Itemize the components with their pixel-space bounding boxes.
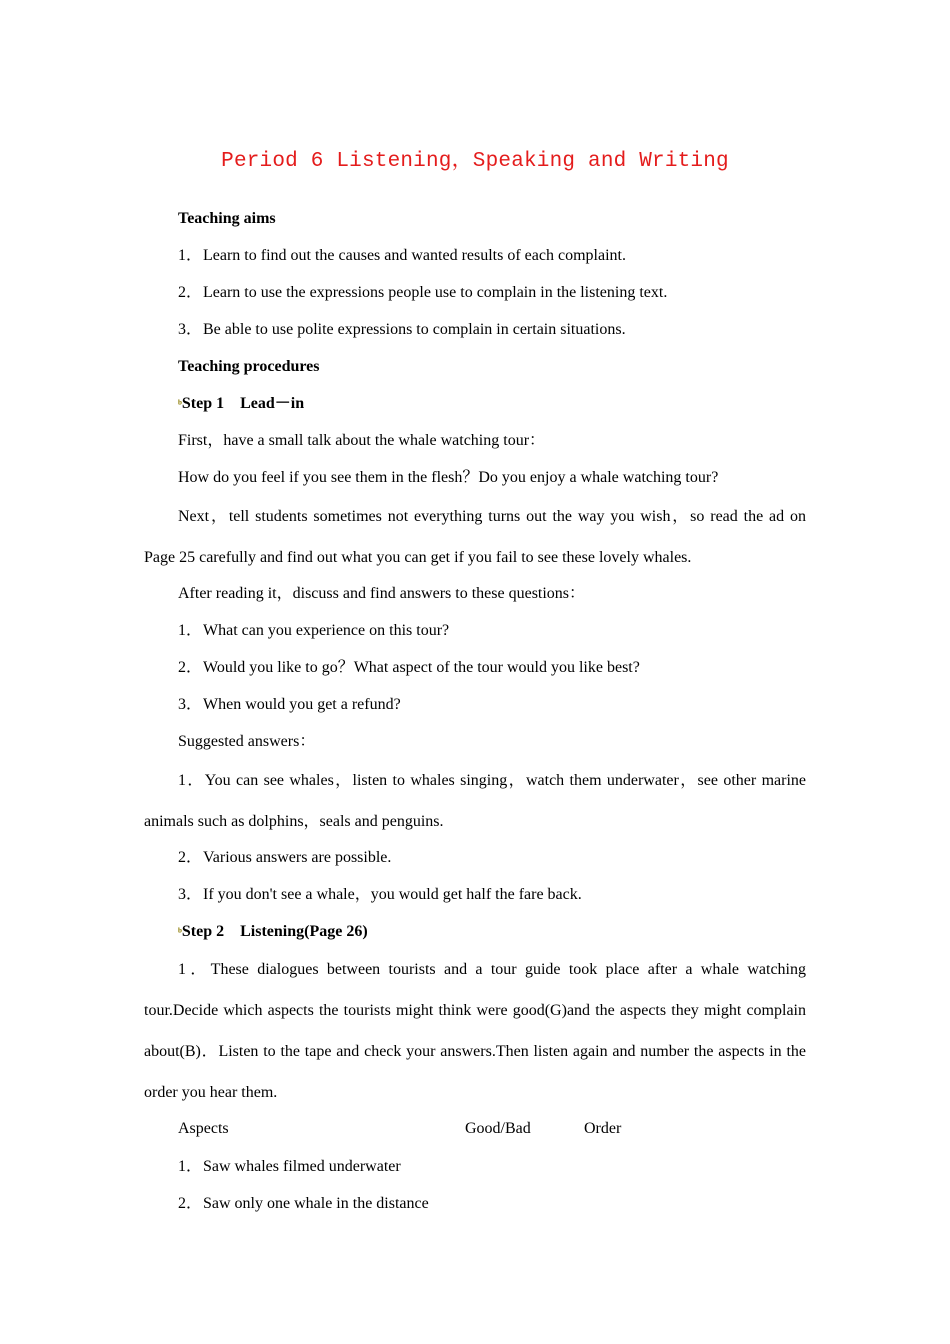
step1-heading: ᵇStep 1 Lead－in: [178, 395, 305, 412]
question-item: 2．Would you like to go？What aspect of the tour would you like best?: [178, 659, 640, 676]
suggested-answers-label: Suggested answers：: [178, 733, 316, 750]
question-item: 3．When would you get a refund?: [178, 696, 401, 713]
step2-heading: ᵇStep 2 Listening(Page 26): [178, 923, 368, 940]
step1-first: First，have a small talk about the whale watching tour：: [178, 432, 546, 449]
table-header-good-bad: Good/Bad: [465, 1120, 531, 1137]
answer-paragraph: 1．You can see whales，listen to whales singing，watch them underwater，see other marine animals such as dolphins，seals and penguins.: [144, 772, 806, 830]
question-item: 1．What can you experience on this tour?: [178, 622, 450, 639]
table-row: 1．Saw whales filmed underwater: [178, 1158, 401, 1175]
anchor-mark-icon: ᵇ: [178, 397, 182, 411]
aim-item: 2．Learn to use the expressions people use to complain in the listening text.: [178, 284, 668, 301]
table-header-order: Order: [584, 1120, 622, 1137]
table-row: 2．Saw only one whale in the distance: [178, 1195, 429, 1212]
answer-item: 2．Various answers are possible.: [178, 849, 392, 866]
aim-item: 1．Learn to find out the causes and wanted results of each complaint.: [178, 247, 626, 264]
step2-paragraph: 1．These dialogues between tourists and a tour guide took place after a whale watching tour.Decide which aspects the tourists might think were good(G)and the aspects they might complain about(B)．Listen to the tape and check your answers.Then listen again and number the aspects in the order you hear them.: [144, 961, 806, 1101]
anchor-mark-icon: ᵇ: [178, 925, 182, 939]
aim-item: 3．Be able to use polite expressions to complain in certain situations.: [178, 321, 626, 338]
answer-item: 3．If you don't see a whale，you would get half the fare back.: [178, 886, 582, 903]
page-title: Period 6 Listening，Speaking and Writing: [221, 150, 729, 173]
table-header-aspects: Aspects: [178, 1120, 229, 1137]
step1-after: After reading it，discuss and find answers to these questions：: [178, 585, 586, 602]
step1-next-paragraph: Next，tell students sometimes not everything turns out the way you wish，so read the ad on Page 25 carefully and find out what you can get if you fail to see these lovely whales.: [144, 508, 806, 566]
step1-question: How do you feel if you see them in the flesh？Do you enjoy a whale watching tour?: [178, 469, 719, 486]
procedures-heading: Teaching procedures: [178, 358, 320, 375]
aims-heading: Teaching aims: [178, 210, 276, 227]
